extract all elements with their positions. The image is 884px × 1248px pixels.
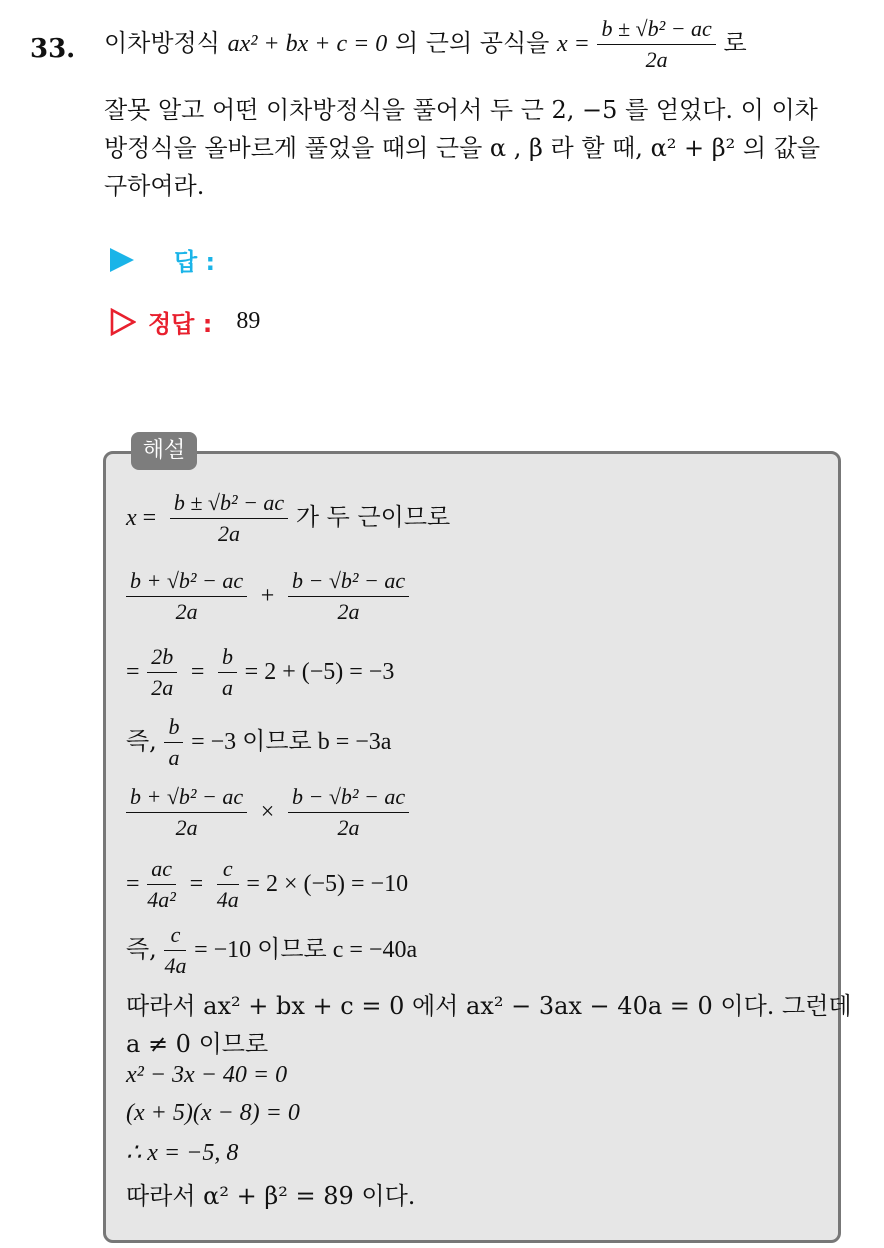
formula-numerator: b ± √b² − ac (597, 16, 715, 45)
s1-text: 가 두 근이므로 (295, 503, 451, 531)
solution-line-4: 즉, $\frac{b}{a}$ = −3 이므로 b = −3a (126, 714, 392, 770)
outline-arrow-icon (110, 308, 136, 336)
quadratic-formula-fraction (597, 16, 715, 73)
solution-line-6: = $\frac{ac}{\text{4a²}}$ = $\frac{c}{4a}$ = 2 × (−5) = −10 (126, 856, 409, 912)
question-line-1 (104, 16, 747, 73)
solution-line-7: 즉, $\frac{c}{4a}$ = −10 이므로 c = −40a (126, 922, 418, 978)
solution-tag: 해설 (131, 432, 197, 470)
question-line-3: 방정식을 올바르게 풀었을 때의 근을 α , β 라 할 때, α² + β² 의 값을 (104, 134, 821, 162)
solution-line-2: $\frac{\text{b + √b² − ac}}{2a}$ + $\frac{\text{b − √b² − ac}}{2a}$ (126, 568, 409, 625)
question-line-4: 구하여라. (104, 172, 205, 200)
solution-line-3: = $\frac{2b}{2a}$ = $\frac{b}{a}$ = 2 + (−5) = −3 (126, 644, 395, 700)
solution-line-9: a ≠ 0 이므로 (126, 1030, 269, 1058)
q-equation: ax² + bx + c = 0 (227, 31, 388, 57)
solution-line-5: $\frac{\text{b + √b² − ac}}{2a}$ × $\frac{\text{b − √b² − ac}}{2a}$ (126, 784, 409, 841)
play-arrow-icon (110, 248, 134, 272)
solution-line-13: 따라서 α² + β² = 89 이다. (126, 1182, 416, 1210)
q-text-post: 로 (723, 29, 747, 57)
answer-label: 답 : (174, 248, 216, 276)
solution-line-12: ∴ x = −5, 8 (126, 1140, 239, 1166)
formula-denominator: 2a (645, 47, 668, 72)
key-answer-label: 정답 : (148, 310, 213, 338)
solution-line-10: x² − 3x − 40 = 0 (126, 1062, 288, 1088)
key-answer-value: 89 (236, 308, 261, 334)
q-text-mid: 의 근의 공식을 (394, 29, 550, 57)
q-x-eq: x = (556, 31, 590, 57)
solution-line-1: x = $\frac{\text{b ± √b² − ac}}{2a}$ 가 두 근이므로 (126, 490, 451, 546)
solution-line-11: (x + 5)(x − 8) = 0 (126, 1100, 300, 1126)
answer-row (110, 242, 215, 277)
question-number: 33. (30, 34, 76, 64)
q-text-pre: 이차방정식 (104, 29, 220, 57)
key-answer-row (110, 304, 260, 339)
solution-line-8: 따라서 ax² + bx + c = 0 에서 ax² − 3ax − 40a = 0 이다. 그런데 (126, 992, 852, 1020)
question-line-2: 잘못 알고 어떤 이차방정식을 풀어서 두 근 2, −5 를 얻었다. 이 이차 (104, 96, 818, 124)
